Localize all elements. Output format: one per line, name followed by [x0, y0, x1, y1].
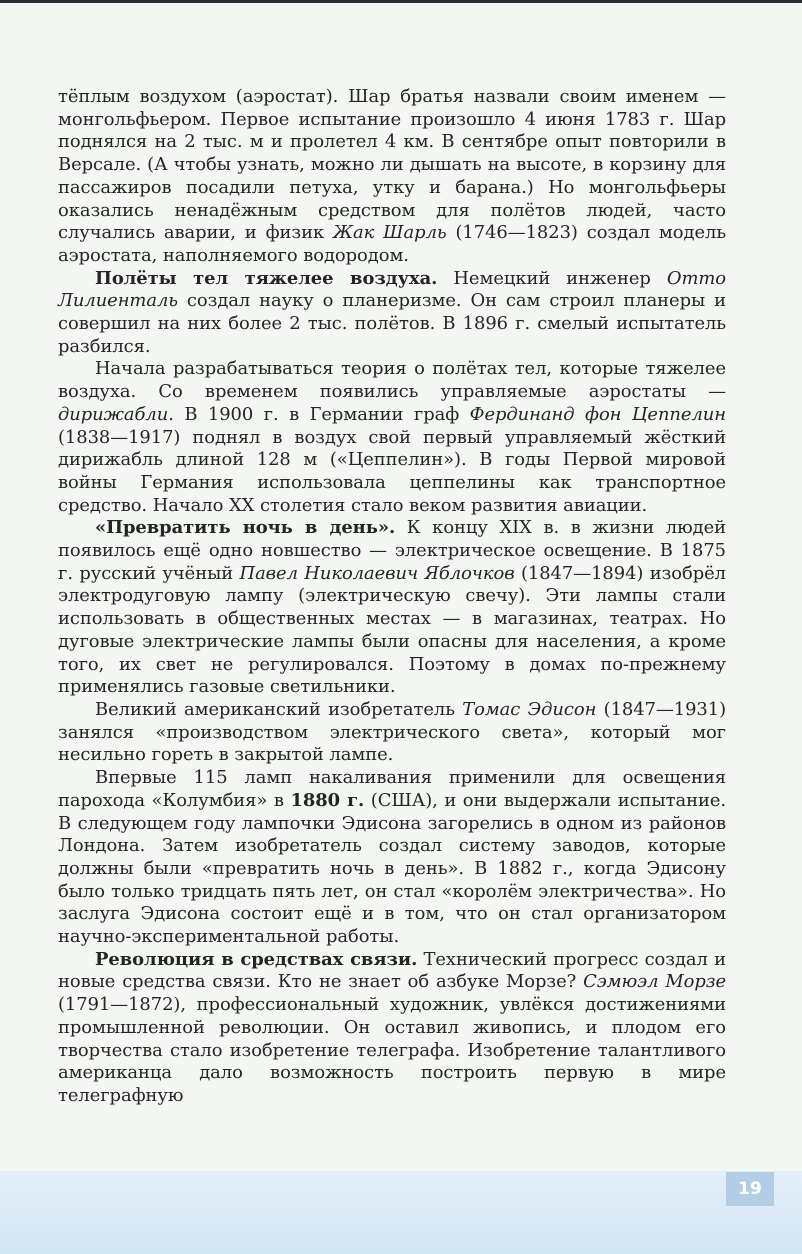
paragraph	[58, 517, 726, 699]
bottom-band	[0, 1171, 802, 1254]
bold-heading: Революция в средствах связи.	[95, 948, 418, 970]
text-run: (США), и они выдержали испытание. В следующем году лампочки Эдисона загорелись в одном из районов Лондона. Затем изобретатель создал систему заводов, которые должны были «превратить ночь в день». В 1882 г., когда Эдисону было только тридцать пять лет, он стал «королём электричества». Но заслуга Эдисона состоит ещё и в том, что он стал организатором научно-экспериментальной работы.	[58, 789, 726, 948]
bold-heading: «Превратить ночь в день».	[95, 517, 396, 539]
italic-name: Фердинанд фон Цеппелин	[469, 403, 726, 425]
text-run: В 1900 г. в Германии граф	[173, 403, 470, 425]
page-top-edge	[0, 0, 802, 3]
body-text	[58, 86, 726, 1108]
text-run: Начала разрабатываться теория о полётах тел, которые тяжелее воздуха. Со временем появились управляемые аэростаты —	[58, 358, 726, 403]
text-run: (1838—1917) поднял в воздух свой первый управляемый жёсткий дирижабль длиной 128 м («Цеппелин»). В годы Первой мировой войны Германия использовала цеппелины как транспортное средство. Начало XX столетия стало веком развития авиации.	[58, 426, 726, 516]
paragraph	[58, 699, 726, 767]
italic-name: Сэмюэл Морзе	[583, 971, 726, 993]
text-run: тёплым воздухом (аэростат). Шар братья назвали своим именем — монгольфьером. Первое испытание произошло 4 июня 1783 г. Шар поднялся на 2 тыс. м и пролетел 4 км. В сентябре опыт повторили в Версале. (А чтобы узнать, можно ли дышать на высоте, в корзину для пассажиров посадили петуха, утку и барана.) Но монгольфьеры оказались ненадёжным средством для полётов людей, часто случались аварии, и физик	[58, 86, 726, 244]
italic-name: Томас Эдисон	[462, 698, 597, 720]
italic-name: дирижабли.	[58, 403, 174, 425]
text-run: Немецкий инженер	[437, 267, 667, 289]
page-number: 19	[726, 1172, 774, 1206]
paragraph	[58, 86, 726, 268]
text-run: Впервые 115 ламп накаливания применили для освещения парохода «Колумбия» в	[58, 767, 726, 811]
paragraph	[58, 767, 726, 949]
text-run: (1746—1823) создал модель аэростата, наполняемого водородом.	[58, 222, 727, 266]
paragraph	[58, 949, 726, 1108]
italic-name: Павел Николаевич Яблочков	[239, 562, 515, 584]
paragraph	[58, 268, 726, 359]
italic-name: Отто Лилиенталь	[58, 267, 726, 312]
text-run: К концу XIX в. в жизни людей появилось ещё одно новшество — электрическое освещение. В 1875 г. русский учёный	[58, 517, 726, 584]
text-run: Технический прогресс создал и новые средства связи. Кто не знает об азбуке Морзе?	[58, 948, 726, 993]
text-run: Великий американский изобретатель	[95, 698, 463, 720]
bold-heading: Полёты тел тяжелее воздуха.	[95, 267, 438, 289]
text-run: создал науку о планеризме. Он сам строил планеры и совершил на них более 2 тыс. полётов. В 1896 г. смелый испытатель разбился.	[58, 290, 726, 357]
bold-heading: 1880 г.	[290, 789, 365, 811]
paragraph	[58, 358, 726, 517]
text-run: (1847—1894) изобрёл электродуговую лампу (электрическую свечу). Эти лампы стали использовать в общественных местах — в магазинах, театрах. Но дуговые электрические лампы были опасны для населения, а кроме того, их свет не регулировался. Поэтому в домах по-прежнему применялись газовые светильники.	[58, 562, 726, 698]
text-run: (1791—1872), профессиональный художник, увлёкся достижениями промышленной революции. Он оставил живопись, и плодом его творчества стало изобретение телеграфа. Изобретение талантливого американца дало возможность построить первую в мире телеграфную	[58, 994, 726, 1106]
text-run: (1847—1931) занялся «производством электрического света», который мог несильно гореть в закрытой лампе.	[58, 698, 726, 766]
italic-name: Жак Шарль	[333, 222, 447, 244]
